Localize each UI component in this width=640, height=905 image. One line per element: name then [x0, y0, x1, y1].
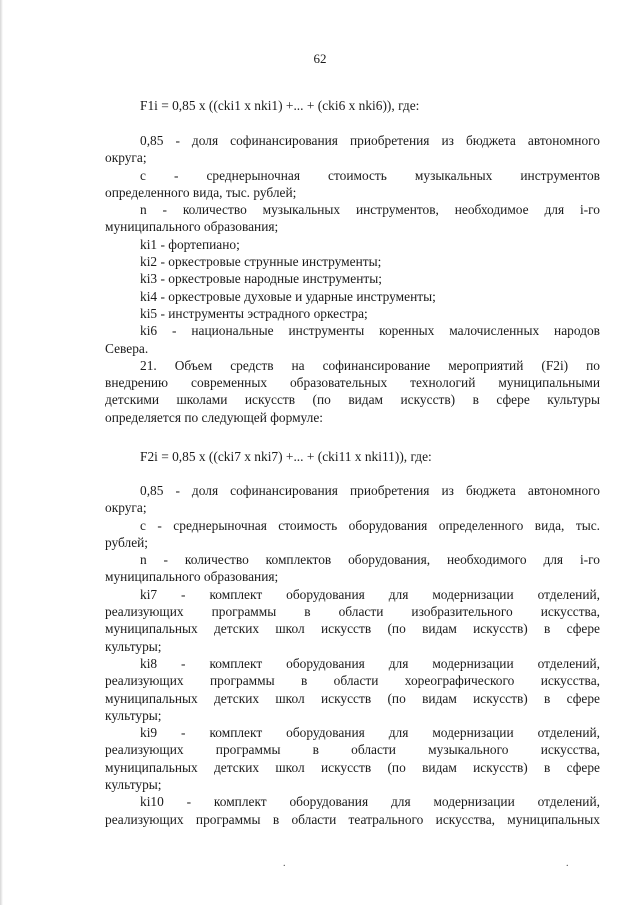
- text-block-2: [105, 482, 600, 828]
- text-line: муниципальных детских школ искусств (по видам искусств) в сфере: [105, 759, 600, 775]
- text-line: культуры;: [105, 638, 162, 654]
- text-line: муниципальных детских школ искусств (по видам искусств) в сфере: [105, 690, 600, 706]
- text-line: ki10 - комплект оборудования для модернизации отделений,: [140, 794, 600, 810]
- text-line: Севера.: [105, 340, 149, 356]
- text-line: культуры;: [105, 707, 162, 723]
- text-line: ki2 - оркестровые струнные инструменты;: [140, 254, 382, 270]
- text-line: реализующих программы в области хореографического искусства,: [105, 673, 600, 689]
- text-line: 21. Объем средств на софинансирование мероприятий (F2i) по: [140, 357, 600, 373]
- text-line: определенного вида, тыс. рублей;: [105, 184, 297, 200]
- text-line: детскими школами искусств (по видам искусств) в сфере культуры: [105, 392, 600, 408]
- scan-speck: .: [283, 858, 286, 869]
- formula-f2: F2i = 0,85 x ((cki7 x nki7) +... + (cki11 x nki11)), где:: [140, 449, 432, 464]
- text-block-1: [105, 132, 600, 426]
- page-number: 62: [313, 51, 327, 66]
- formula-f1: F1i = 0,85 x ((cki1 x nki1) +... + (cki6 x nki6)), где:: [140, 98, 420, 113]
- text-line: ki5 - инструменты эстрадного оркестра;: [140, 305, 368, 321]
- text-line: рублей;: [105, 534, 149, 550]
- text-line: ki7 - комплект оборудования для модернизации отделений,: [140, 586, 600, 602]
- text-line: ki8 - комплект оборудования для модернизации отделений,: [140, 655, 600, 671]
- text-line: реализующих программы в области театрального искусства, муниципальных: [105, 811, 600, 827]
- text-line: округа;: [105, 150, 147, 166]
- text-line: муниципального образования;: [105, 219, 279, 235]
- page-edge-shadow: [0, 0, 3, 905]
- text-line: внедрению современных образовательных технологий муниципальными: [105, 375, 600, 391]
- text-line: округа;: [105, 500, 147, 516]
- text-line: определяется по следующей формуле:: [105, 409, 324, 425]
- text-line: муниципального образования;: [105, 569, 279, 585]
- text-line: 0,85 - доля софинансирования приобретения из бюджета автономного: [140, 483, 600, 498]
- text-line: ki1 - фортепиано;: [140, 236, 240, 252]
- text-line: ki4 - оркестровые духовые и ударные инструменты;: [140, 288, 436, 304]
- text-line: ki9 - комплект оборудования для модернизации отделений,: [140, 725, 600, 741]
- scan-speck: .: [566, 858, 569, 869]
- text-line: реализующих программы в области музыкального искусства,: [105, 742, 600, 758]
- text-line: n - количество комплектов оборудования, необходимого для i-го: [140, 552, 600, 568]
- text-line: ki3 - оркестровые народные инструменты;: [140, 271, 382, 287]
- text-line: с - среднерыночная стоимость музыкальных инструментов: [140, 167, 600, 183]
- text-line: 0,85 - доля софинансирования приобретения из бюджета автономного: [140, 133, 600, 148]
- text-line: муниципальных детских школ искусств (по видам искусств) в сфере: [105, 621, 600, 637]
- text-line: с - среднерыночная стоимость оборудования определенного вида, тыс.: [140, 517, 600, 533]
- text-line: n - количество музыкальных инструментов, необходимое для i-го: [140, 202, 600, 218]
- text-line: культуры;: [105, 777, 162, 793]
- text-line: ki6 - национальные инструменты коренных малочисленных народов: [140, 323, 600, 339]
- text-line: реализующих программы в области изобразительного искусства,: [105, 604, 600, 620]
